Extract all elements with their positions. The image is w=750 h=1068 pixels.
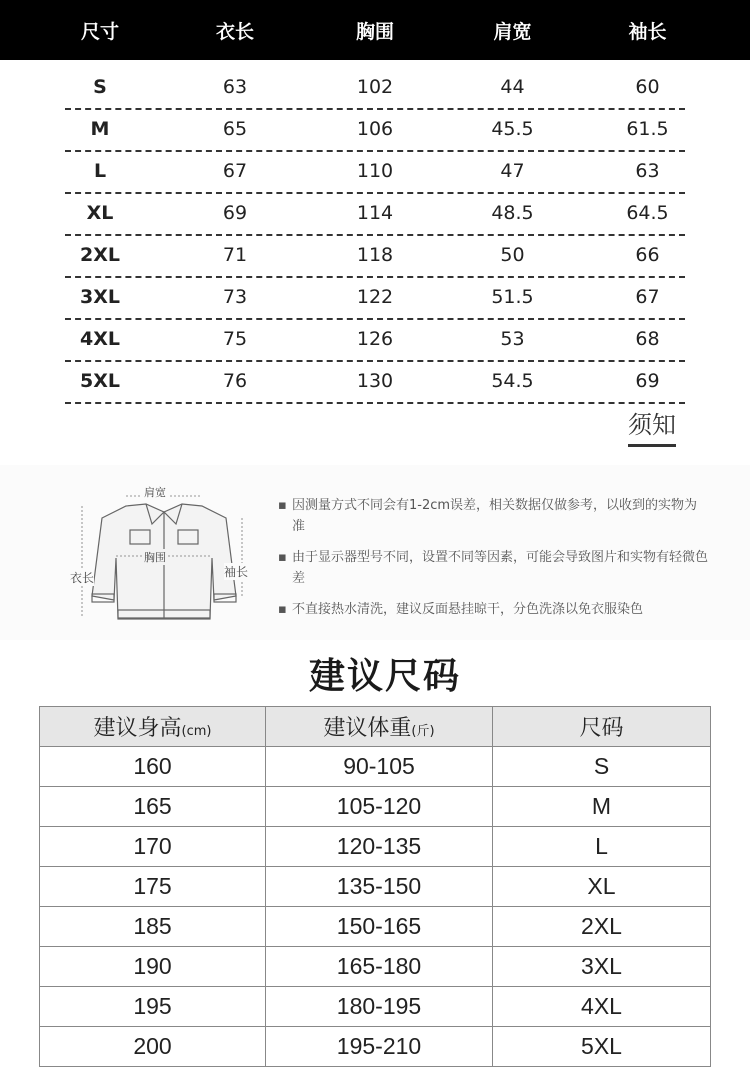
- height-cell: 200: [40, 1027, 266, 1067]
- table-row: [65, 68, 685, 110]
- size-cell: L: [93, 160, 107, 182]
- chest-cell: 102: [356, 76, 394, 98]
- size-cell: 4XL: [80, 328, 120, 350]
- length-cell: 67: [222, 160, 248, 182]
- height-cell: 185: [40, 907, 266, 947]
- diagram-label-length: 衣长: [70, 571, 95, 585]
- notice-text: 不直接热水清洗，建议反面悬挂晾干，分色洗涤以免衣服染色: [292, 602, 644, 617]
- sleeve-cell: 61.5: [626, 118, 669, 140]
- header-chest: 胸围: [355, 21, 394, 43]
- sleeve-cell: 66: [635, 244, 660, 266]
- weight-cell: 180-195: [266, 987, 493, 1027]
- length-cell: 73: [222, 286, 248, 308]
- size-cell: 4XL: [493, 987, 711, 1027]
- bullet-icon: ▪: [278, 498, 287, 513]
- size-cell: 5XL: [80, 370, 120, 392]
- height-cell: 190: [40, 947, 266, 987]
- bullet-icon: ▪: [278, 602, 287, 617]
- length-cell: 75: [222, 328, 248, 350]
- table-row: [65, 110, 685, 152]
- length-cell: 65: [222, 118, 248, 140]
- height-cell: 175: [40, 867, 266, 907]
- table-header-row: [40, 707, 711, 747]
- size-cell: M: [90, 118, 110, 140]
- chest-cell: 118: [356, 244, 394, 266]
- bullet-icon: ▪: [278, 550, 287, 565]
- table-row: [65, 152, 685, 194]
- size-cell: 3XL: [493, 947, 711, 987]
- diagram-label-chest: 胸围: [144, 551, 166, 564]
- notice-item: [278, 547, 708, 589]
- chest-cell: 106: [356, 118, 394, 140]
- weight-cell: 90-105: [266, 747, 493, 787]
- size-cell: XL: [86, 202, 114, 224]
- weight-cell: 105-120: [266, 787, 493, 827]
- size-cell: S: [493, 747, 711, 787]
- chest-cell: 122: [356, 286, 394, 308]
- table-row: [40, 947, 711, 987]
- table-row: [40, 867, 711, 907]
- diagram-label-sleeve: 袖长: [224, 565, 249, 579]
- size-cell: 3XL: [80, 286, 120, 308]
- size-cell: M: [493, 787, 711, 827]
- notice-item: [278, 495, 708, 537]
- chest-cell: 126: [356, 328, 394, 350]
- size-cell: S: [93, 76, 107, 98]
- weight-cell: 120-135: [266, 827, 493, 867]
- shoulder-cell: 54.5: [491, 370, 534, 392]
- weight-cell: 195-210: [266, 1027, 493, 1067]
- length-cell: 71: [222, 244, 248, 266]
- table-row: [65, 194, 685, 236]
- size-chart-body: [0, 68, 750, 404]
- table-row: [40, 787, 711, 827]
- size-cell: 2XL: [80, 244, 120, 266]
- sleeve-cell: 64.5: [626, 202, 669, 224]
- table-row: [40, 987, 711, 1027]
- shoulder-cell: 45.5: [491, 118, 534, 140]
- header-shoulder: 肩宽: [493, 21, 532, 43]
- chest-cell: 114: [356, 202, 394, 224]
- diagram-label-shoulder: 肩宽: [144, 486, 166, 499]
- length-cell: 69: [222, 202, 248, 224]
- table-row: [65, 362, 685, 404]
- table-row: [65, 236, 685, 278]
- notice-item: [278, 599, 708, 620]
- shoulder-cell: 48.5: [491, 202, 534, 224]
- header-length: 衣长: [215, 21, 254, 43]
- sleeve-cell: 60: [635, 76, 660, 98]
- height-cell: 195: [40, 987, 266, 1027]
- weight-cell: 135-150: [266, 867, 493, 907]
- size-cell: XL: [493, 867, 711, 907]
- table-row: [40, 1027, 711, 1067]
- height-cell: 170: [40, 827, 266, 867]
- chest-cell: 110: [356, 160, 394, 182]
- table-row: [65, 320, 685, 362]
- height-cell: 160: [40, 747, 266, 787]
- notice-list: [278, 495, 708, 630]
- chest-cell: 130: [356, 370, 394, 392]
- size-cell: L: [493, 827, 711, 867]
- shoulder-cell: 51.5: [491, 286, 534, 308]
- size-cell: 5XL: [493, 1027, 711, 1067]
- table-row: [40, 747, 711, 787]
- notice-text: 因测量方式不同会有1-2cm误差，相关数据仅做参考，以收到的实物为准: [292, 498, 698, 534]
- header-size: 尺码: [493, 707, 711, 747]
- header-height: 建议身高(cm): [40, 707, 266, 747]
- table-row: [40, 907, 711, 947]
- weight-cell: 165-180: [266, 947, 493, 987]
- recommend-table: [39, 706, 711, 1067]
- sleeve-cell: 69: [635, 370, 660, 392]
- sleeve-cell: 68: [635, 328, 660, 350]
- height-cell: 165: [40, 787, 266, 827]
- weight-cell: 150-165: [266, 907, 493, 947]
- header-sleeve: 袖长: [628, 21, 667, 43]
- header-size: 尺寸: [80, 21, 119, 43]
- shoulder-cell: 50: [500, 244, 525, 266]
- size-chart-header: [0, 0, 750, 60]
- notice-text: 由于显示器型号不同，设置不同等因素，可能会导致图片和实物有轻微色差: [292, 550, 709, 586]
- sleeve-cell: 63: [635, 160, 660, 182]
- header-weight: 建议体重(斤): [266, 707, 493, 747]
- sleeve-cell: 67: [635, 286, 660, 308]
- size-cell: 2XL: [493, 907, 711, 947]
- length-cell: 76: [222, 370, 248, 392]
- length-cell: 63: [222, 76, 248, 98]
- shoulder-cell: 53: [500, 328, 525, 350]
- table-row: [40, 827, 711, 867]
- table-row: [65, 278, 685, 320]
- recommend-title: 建议尺码: [308, 656, 461, 697]
- notice-title: 须知: [628, 405, 676, 447]
- shoulder-cell: 44: [500, 76, 525, 98]
- shoulder-cell: 47: [500, 160, 525, 182]
